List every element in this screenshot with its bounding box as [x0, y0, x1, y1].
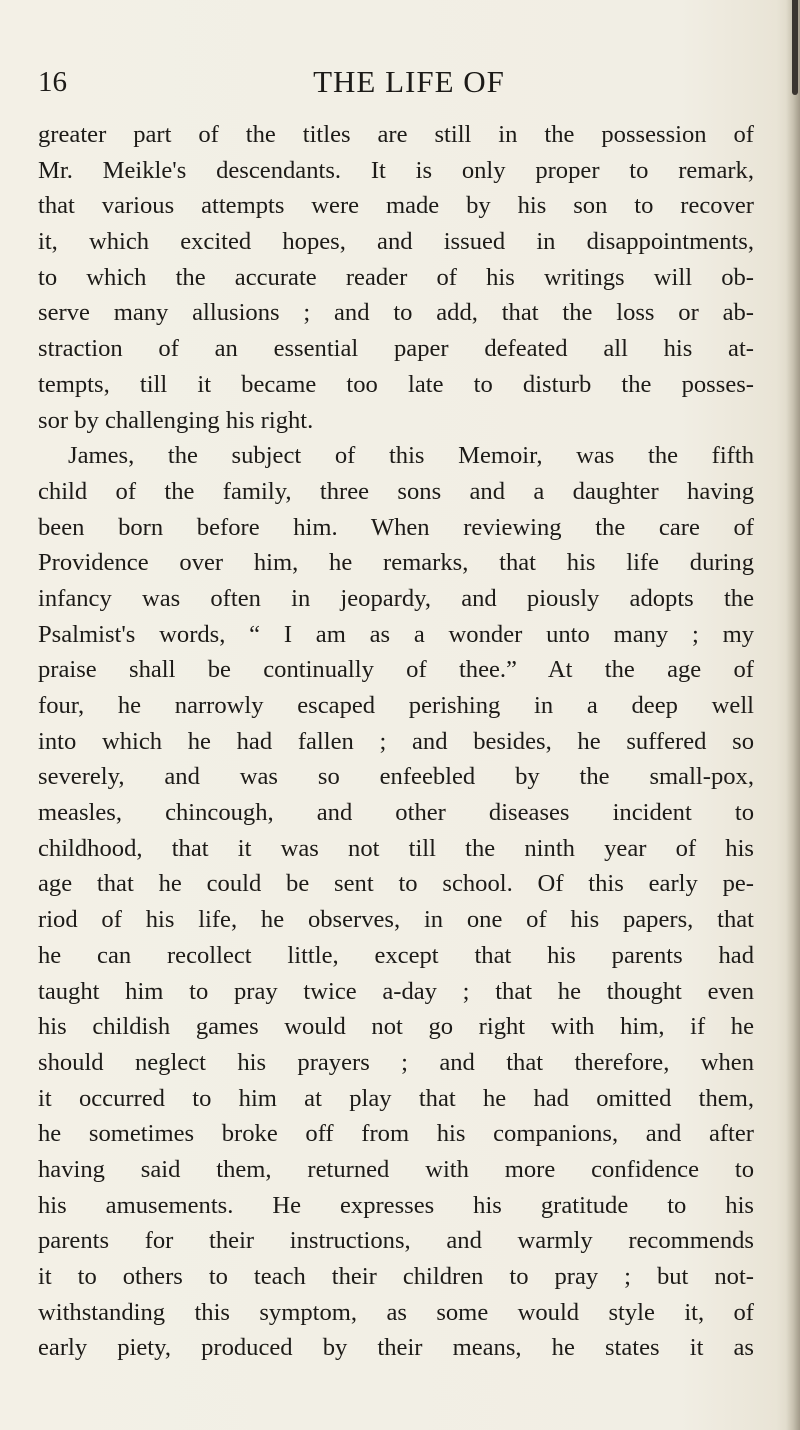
text-line: Providence over him, he remarks, that his life during	[38, 549, 754, 577]
text-line: should neglect his prayers ; and that therefore, when	[38, 1048, 754, 1076]
text-line: parents for their instructions, and warmly recommends	[38, 1227, 754, 1255]
text-line: it occurred to him at play that he had omitted them,	[38, 1084, 754, 1112]
text-line: straction of an essential paper defeated all his at-	[38, 335, 754, 363]
page-edge-shadow	[786, 0, 800, 1430]
text-line: James, the subject of this Memoir, was the fifth	[68, 442, 754, 470]
text-line: child of the family, three sons and a daughter having	[38, 477, 754, 505]
text-line: riod of his life, he observes, in one of his papers, that	[38, 906, 754, 934]
text-line: it to others to teach their children to pray ; but not-	[38, 1263, 754, 1290]
text-line: early piety, produced by their means, he states it as	[38, 1334, 754, 1362]
text-line: four, he narrowly escaped perishing in a deep well	[38, 692, 754, 719]
page-edge-mark	[792, 0, 798, 95]
text-line: Psalmist's words, “ I am as a wonder unto many ; my	[38, 620, 754, 648]
text-line: that various attempts were made by his son to recover	[38, 192, 754, 220]
page-header	[38, 62, 750, 102]
running-title: THE LIFE OF	[313, 64, 505, 99]
page-number: 16	[38, 66, 67, 98]
text-line: to which the accurate reader of his writings will ob-	[38, 263, 754, 291]
text-line: measles, chincough, and other diseases incident to	[38, 799, 754, 827]
text-line: his childish games would not go right with him, if he	[38, 1013, 754, 1041]
text-line: he can recollect little, except that his parents had	[38, 941, 754, 969]
text-line: withstanding this symptom, as some would style it, of	[38, 1298, 754, 1326]
text-line: sor by challenging his right.	[38, 406, 314, 434]
text-line: Mr. Meikle's descendants. It is only proper to remark,	[38, 156, 754, 184]
text-line: severely, and was so enfeebled by the small-pox,	[38, 763, 754, 791]
text-line: he sometimes broke off from his companions, and after	[38, 1120, 754, 1148]
text-line: serve many allusions ; and to add, that the loss or ab-	[38, 299, 754, 327]
text-line: infancy was often in jeopardy, and piously adopts the	[38, 584, 754, 612]
text-line: it, which excited hopes, and issued in disappointments,	[38, 228, 754, 256]
body-text	[38, 117, 754, 1366]
text-line: tempts, till it became too late to disturb the posses-	[38, 370, 754, 398]
text-line: age that he could be sent to school. Of this early pe-	[38, 870, 754, 898]
text-line: his amusements. He expresses his gratitude to his	[38, 1191, 754, 1219]
text-line: taught him to pray twice a-day ; that he thought even	[38, 977, 754, 1005]
text-line: childhood, that it was not till the ninth year of his	[38, 834, 754, 862]
text-line: into which he had fallen ; and besides, he suffered so	[38, 727, 754, 755]
text-line: praise shall be continually of thee.” At the age of	[38, 656, 754, 684]
text-line: having said them, returned with more confidence to	[38, 1155, 754, 1183]
text-line: greater part of the titles are still in the possession of	[38, 121, 754, 148]
text-line: been born before him. When reviewing the care of	[38, 513, 754, 541]
